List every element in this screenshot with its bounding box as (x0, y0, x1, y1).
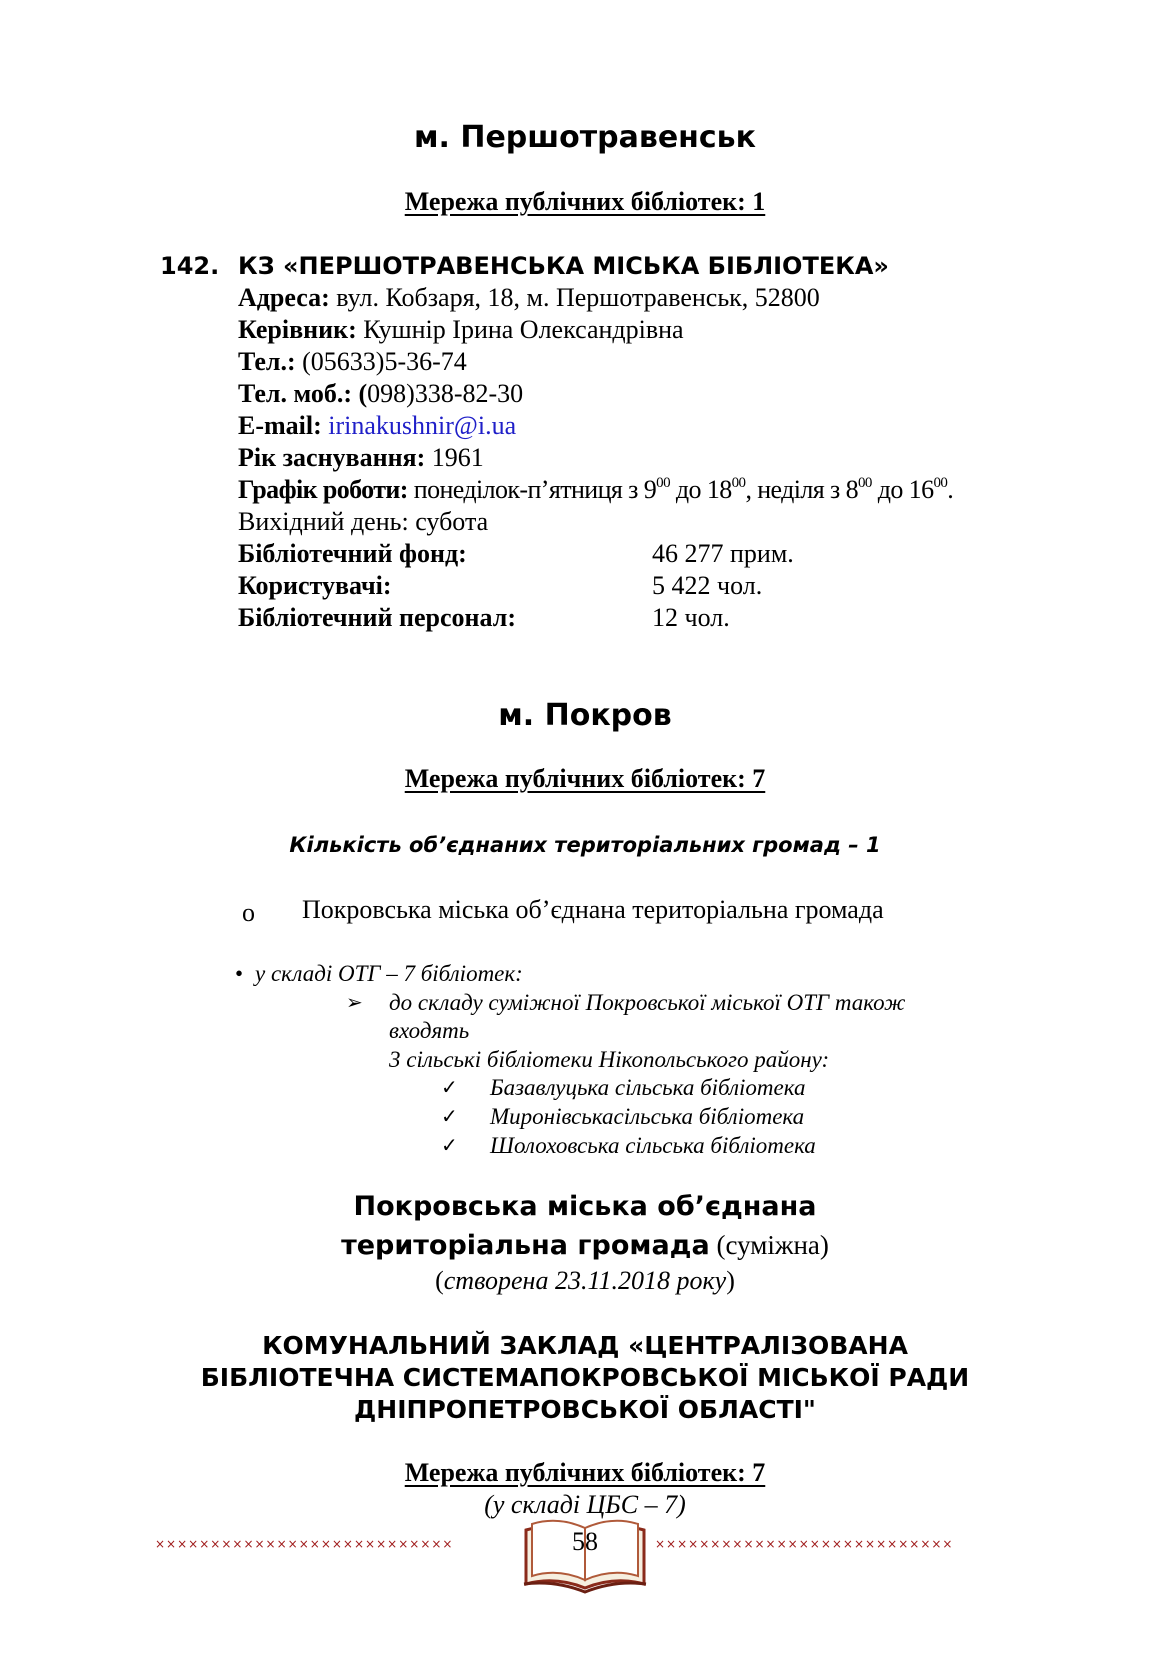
in-otg-text: у складі ОТГ – 7 бібліотек: (255, 961, 523, 986)
email-label: E-mail: (238, 411, 322, 440)
phone-value: (05633)5-36-74 (302, 347, 467, 376)
schedule-sup: 00 (656, 475, 670, 491)
community-title-bold: територіальна громада (341, 1230, 710, 1261)
city-heading-pokrov: м. Покров (498, 698, 672, 733)
schedule-text: до 16 (877, 475, 934, 504)
email-line (238, 411, 516, 441)
library-title (160, 252, 889, 280)
institution-line2: БІБЛІОТЕЧНА СИСТЕМАПОКРОВСЬКОЇ МІСЬКОЇ РАДИ (200, 1363, 970, 1392)
city-heading-pershotravensk: м. Першотравенськ (413, 120, 757, 155)
schedule-sup: 00 (731, 475, 746, 491)
schedule-sup: 00 (933, 475, 948, 491)
page-number: 58 (572, 1527, 598, 1556)
mobile-value: 098)338-82-30 (367, 379, 524, 408)
staff-value: 12 чол. (652, 603, 730, 632)
email-link[interactable]: irinakushnir@i.ua (328, 411, 517, 440)
address-value: вул. Кобзаря, 18, м. Першотравенськ, 52800 (336, 283, 820, 312)
community-title-line1: Покровська міська об’єднана (353, 1191, 817, 1222)
founded-label: Рік заснування: (238, 443, 426, 472)
community-title-line2 (0, 1230, 1170, 1261)
otg-count: Кількість об’єднаних територіальних громад – 1 (289, 833, 881, 857)
address-label: Адреса: (238, 283, 330, 312)
circle-bullet: o (242, 898, 255, 927)
fund-value: 46 277 прим. (652, 539, 794, 568)
schedule-label: Графік роботи: (238, 475, 408, 504)
adjacent-line-1: до складу суміжної Покровської міської ОТГ також (389, 990, 906, 1015)
adjacent-line-3: 3 сільські бібліотеки Нікопольського району: (389, 1047, 830, 1072)
mobile-label: Тел. моб.: ( (238, 379, 368, 408)
phone-label: Тел.: (238, 347, 296, 376)
schedule-text: , неділя з 8 (745, 475, 859, 504)
library-number: 142. (160, 252, 220, 280)
dot-bullet: • (235, 961, 244, 986)
village-library-1: Базавлуцька сільська бібліотека (490, 1075, 806, 1100)
library-name: КЗ «ПЕРШОТРАВЕНСЬКА МІСЬКА БІБЛІОТЕКА» (238, 252, 889, 280)
community-title-suffix: (суміжна) (709, 1230, 829, 1260)
schedule-text: до 18 (675, 475, 732, 504)
check-icon: ✓ (441, 1104, 458, 1128)
mobile-line (238, 379, 523, 409)
users-label (238, 571, 392, 601)
day-off-line: Вихідний день: субота (238, 507, 489, 536)
phone-line (238, 347, 467, 377)
schedule-line (238, 475, 953, 505)
fund-label-text: Бібліотечний фонд: (238, 539, 467, 568)
schedule-text: . (947, 475, 954, 504)
network-count: Мережа публічних бібліотек: 7 (404, 764, 766, 793)
head-value: Кушнір Ірина Олександрівна (363, 315, 684, 344)
community-created (0, 1266, 1170, 1296)
fund-label (238, 539, 467, 569)
head-label: Керівник: (238, 315, 357, 344)
stars-left: ××××××××××××××××××××××××××× (155, 1537, 454, 1551)
founded-value: 1961 (431, 443, 484, 472)
staff-label-text: Бібліотечний персонал: (238, 603, 516, 632)
network-count: Мережа публічних бібліотек: 1 (404, 187, 766, 216)
check-icon: ✓ (441, 1133, 458, 1157)
founded-line (238, 443, 484, 473)
village-library-3: Шолоховська сільська бібліотека (490, 1133, 816, 1158)
address-line (238, 283, 820, 313)
paren-close: ) (726, 1266, 735, 1295)
adjacent-line-2: входять (389, 1018, 470, 1043)
cbs-count: (у складі ЦБС – 7) (484, 1490, 686, 1519)
schedule-text: понеділок-п’ятниця з 9 (413, 475, 657, 504)
created-date: створена 23.11.2018 року (443, 1266, 727, 1295)
stars-right: ××××××××××××××××××××××××××× (655, 1537, 954, 1551)
institution-line3: ДНІПРОПЕТРОВСЬКОЇ ОБЛАСТІ" (354, 1395, 816, 1424)
schedule-sup: 00 (858, 475, 872, 491)
otg-name: Покровська міська об’єднана територіальна громада (302, 895, 884, 924)
paren-open: ( (435, 1266, 444, 1295)
institution-line1: КОМУНАЛЬНИЙ ЗАКЛАД «ЦЕНТРАЛІЗОВАНА (262, 1331, 908, 1360)
head-line (238, 315, 684, 345)
users-value: 5 422 чол. (652, 571, 763, 600)
staff-label (238, 603, 516, 633)
village-library-2: Миронівськасільська бібліотека (490, 1104, 805, 1129)
users-label-text: Користувачі: (238, 571, 392, 600)
check-icon: ✓ (441, 1075, 458, 1099)
arrow-icon: ➢ (346, 990, 363, 1014)
network-count: Мережа публічних бібліотек: 7 (404, 1458, 766, 1487)
